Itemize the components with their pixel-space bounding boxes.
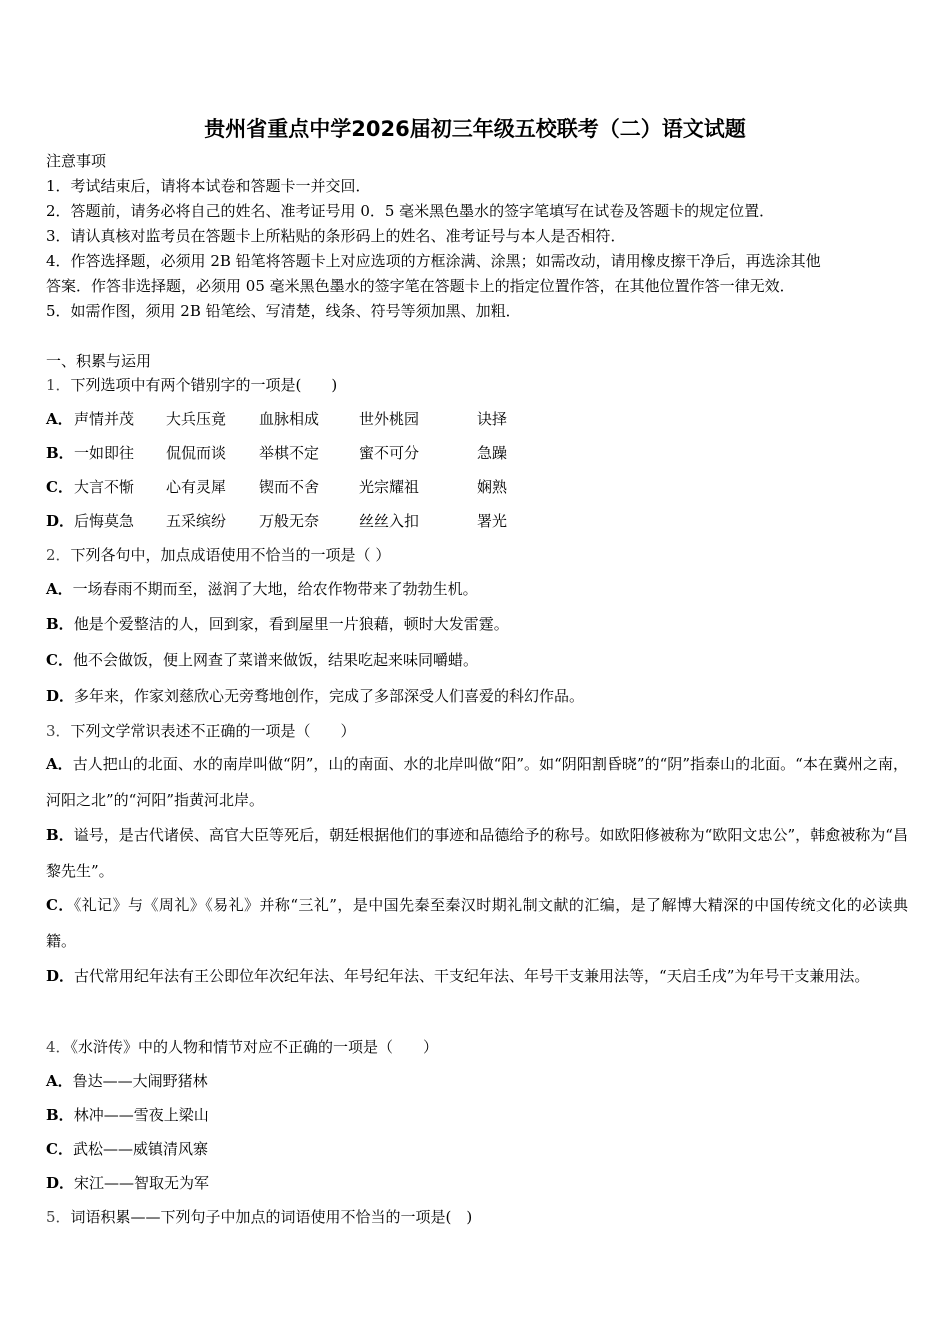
option-text: 一场春雨不期而至，滋润了大地，给农作物带来了勃勃生机。 [72,580,478,598]
option-word: 心有灵犀 [166,478,227,496]
option-text: 武松——威镇清风寨 [72,1140,208,1158]
option-letter: D． [46,1174,75,1192]
notice-heading: 注意事项 [46,152,107,170]
question-text: 词语积累——下列句子中加点的词语使用不恰当的一项是( ) [70,1208,473,1226]
question-5-stem [46,1207,472,1227]
option-letter: B． [46,444,74,462]
q2-option-d [46,686,584,706]
option-letter: B． [46,826,74,844]
q4-option-b [46,1105,209,1125]
option-word: 丝丝入扣 [359,512,420,530]
page-title: 贵州省重点中学2026届初三年级五校联考（二）语文试题 [204,117,746,141]
option-word: 光宗耀祖 [359,478,420,496]
question-number: 2． [46,546,71,564]
option-text: 多年来，作家刘慈欣心无旁骛地创作，完成了多部深受人们喜爱的科幻作品。 [74,687,585,705]
option-word: 署光 [477,512,508,530]
option-letter: A． [46,580,73,598]
option-word: 一如即往 [74,444,135,462]
q3-option-d [46,958,908,994]
option-word: 世外桃园 [359,410,420,428]
section-heading: 一、积累与运用 [46,352,152,370]
option-text: 《礼记》与《周礼》《易礼》并称“三礼”，是中国先秦至秦汉时期礼制文献的汇编，是了解博大精深的中国传统文化的必读典籍。 [46,896,908,950]
question-1-stem [46,375,337,395]
question-text: 下列文学常识表述不正确的一项是（ ） [70,722,356,740]
option-word: 万般无奈 [259,512,320,530]
option-letter: A． [46,410,73,428]
question-text: 下列选项中有两个错别字的一项是( ) [70,376,338,394]
option-letter: C． [46,1140,73,1158]
q3-option-c [46,887,908,959]
option-text: 谥号，是古代诸侯、高官大臣等死后，朝廷根据他们的事迹和品德给予的称号。如欧阳修被称为“欧阳文忠公”，韩愈被称为“昌黎先生”。 [46,826,908,880]
option-word: 蜜不可分 [359,444,420,462]
option-word: 五采缤纷 [166,512,227,530]
q2-option-a [46,579,478,599]
option-text: 鲁达——大闹野猪林 [72,1072,208,1090]
option-text: 宋江——智取无为军 [74,1174,210,1192]
option-word: 举棋不定 [259,444,320,462]
q4-option-d [46,1173,209,1193]
option-letter: C． [46,896,74,914]
q4-option-a [46,1071,208,1091]
option-word: 大言不惭 [74,478,135,496]
option-letter: A． [46,1072,73,1090]
option-letter: D． [46,687,75,705]
question-4-stem [46,1037,438,1057]
question-number: 5． [46,1208,71,1226]
option-text: 他不会做饭，便上网查了菜谱来做饭，结果吃起来味同嚼蜡。 [72,651,478,669]
option-text: 他是个爱整洁的人，回到家，看到屋里一片狼藉，顿时大发雷霆。 [73,615,509,633]
option-text: 林冲——雪夜上梁山 [73,1106,209,1124]
option-letter: D． [46,512,75,530]
option-word: 大兵压竟 [166,410,227,428]
question-number: 4． [46,1038,71,1056]
notice-item-1: 1．考试结束后，请将本试卷和答题卡一并交回． [46,177,371,195]
option-text: 古代常用纪年法有王公即位年次纪年法、年号纪年法、干支纪年法、年号干支兼用法等，“天启壬戌”为年号干支兼用法。 [74,967,870,985]
notice-item-4-cont: 答案．作答非选择题，必须用 05 毫米黑色墨水的签字笔在答题卡上的指定位置作答，在其他位置作答一律无效． [46,277,795,295]
notice-item-3: 3．请认真核对监考员在答题卡上所粘贴的条形码上的姓名、准考证号与本人是否相符． [46,227,626,245]
question-text: 下列各句中，加点成语使用不恰当的一项是（ ） [70,546,391,564]
option-text: 古人把山的北面、水的南岸叫做“阴”，山的南面、水的北岸叫做“阳”。如“阴阳割昏晓”的“阴”指泰山的北面。“本在冀州之南，河阳之北”的“河阳”指黄河北岸。 [46,755,908,809]
option-word: 急躁 [477,444,508,462]
option-word: 诀择 [477,410,508,428]
question-number: 3． [46,722,71,740]
option-letter: C． [46,651,73,669]
question-3-stem [46,721,356,741]
q3-option-b [46,817,908,889]
option-letter: B． [46,1106,74,1124]
option-word: 声情并茂 [74,410,135,428]
q2-option-b [46,614,509,634]
option-letter: B． [46,615,74,633]
q3-option-a [46,746,908,818]
option-word: 娴熟 [477,478,508,496]
notice-item-2: 2．答题前，请务必将自己的姓名、准考证号用 0．5 毫米黑色墨水的签字笔填写在试卷及答题卡的规定位置． [46,202,775,220]
option-letter: C． [46,478,73,496]
question-2-stem [46,545,390,565]
option-letter: A． [46,755,73,773]
question-text: 《水浒传》中的人物和情节对应不正确的一项是（ ） [70,1038,439,1056]
option-letter: D． [46,967,75,985]
option-word: 侃侃而谈 [166,444,227,462]
q4-option-c [46,1139,208,1159]
option-word: 血脉相成 [259,410,320,428]
option-word: 后悔莫急 [74,512,135,530]
option-word: 锲而不舍 [259,478,320,496]
q2-option-c [46,650,478,670]
notice-item-5: 5．如需作图，须用 2B 铅笔绘、写清楚，线条、符号等须加黑、加粗． [46,302,521,320]
notice-item-4: 4．作答选择题，必须用 2B 铅笔将答题卡上对应选项的方框涂满、涂黑；如需改动，请用橡皮擦干净后，再选涂其他 [46,252,821,270]
question-number: 1． [46,376,71,394]
